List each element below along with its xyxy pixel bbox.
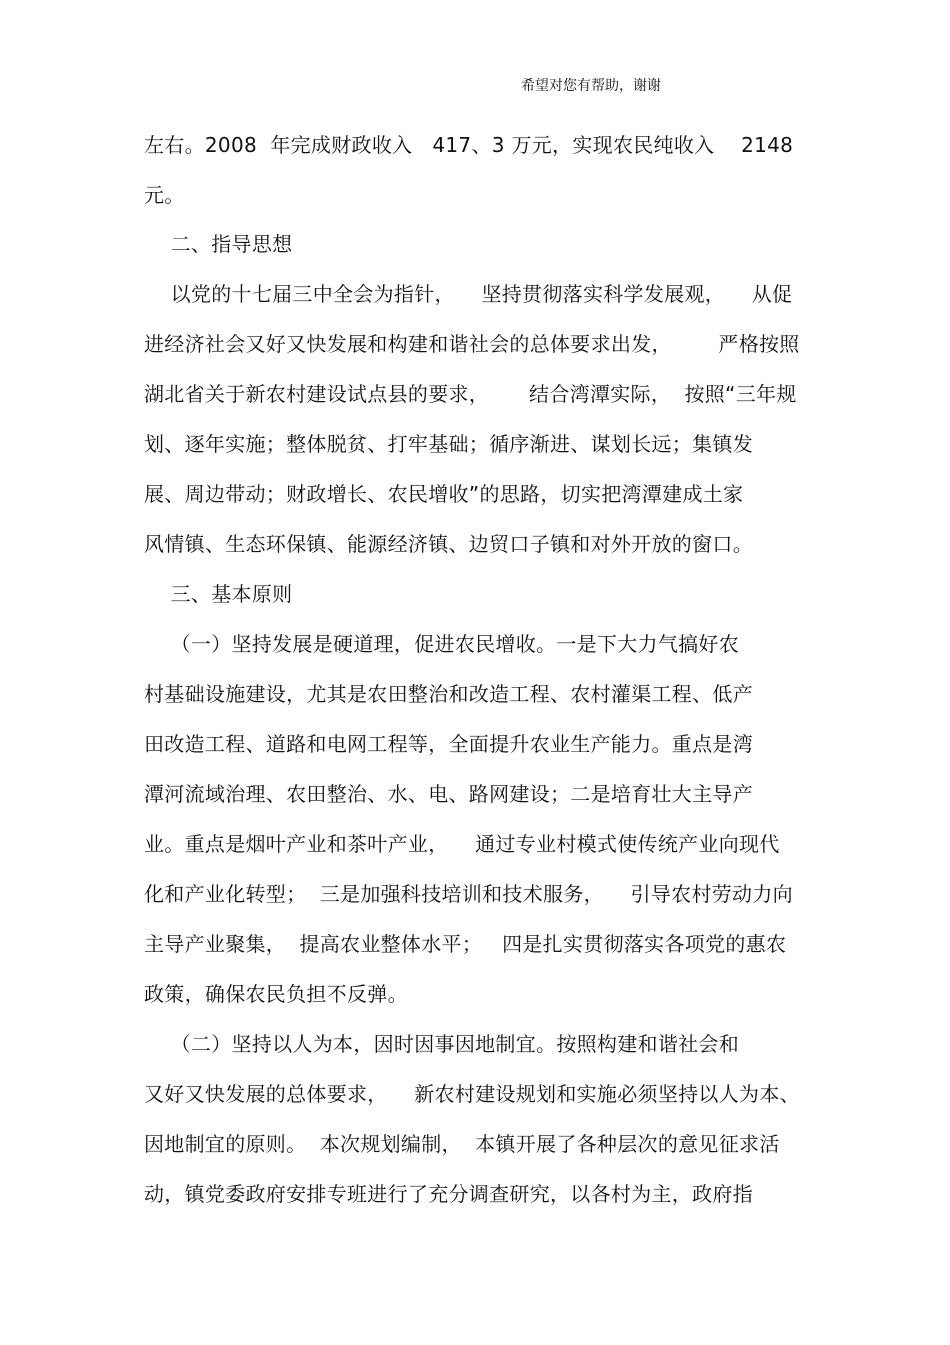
body-line: 潭河流域治理、农田整治、水、电、路网建设；二是培育壮大主导产 [144, 782, 753, 806]
body-line: 风情镇、生态环保镇、能源经济镇、边贸口子镇和对外开放的窗口。 [144, 532, 753, 556]
body-line: （一）坚持发展是硬道理，促进农民增收。一是下大力气搞好农 [144, 632, 740, 656]
section-heading: 二、指导思想 [144, 232, 293, 256]
body-line: （二）坚持以人为本，因时因事因地制宜。按照构建和谐社会和 [144, 1032, 740, 1056]
body-line: 划、逐年实施；整体脱贫、打牢基础；循序渐进、谋划长远；集镇发 [144, 432, 753, 456]
body-line: 元。 [144, 183, 185, 207]
body-line: 田改造工程、道路和电网工程等，全面提升农业生产能力。重点是湾 [144, 732, 753, 756]
header-note: 希望对您有帮助，谢谢 [521, 78, 661, 94]
section-heading: 三、基本原则 [144, 582, 293, 606]
body-line: 左右。2008 年完成财政收入 417、3 万元，实现农民纯收入 2148 [144, 133, 794, 157]
body-line: 政策，确保农民负担不反弹。 [144, 982, 408, 1006]
body-line: 又好又快发展的总体要求， 新农村建设规划和实施必须坚持以人为本、 [144, 1082, 800, 1106]
body-line: 村基础设施建设，尤其是农田整治和改造工程、农村灌渠工程、低产 [144, 682, 753, 706]
body-line: 化和产业化转型； 三是加强科技培训和技术服务， 引导农村劳动力向 [144, 882, 793, 906]
body-line: 展、周边带动；财政增长、农民增收”的思路，切实把湾潭建成土家 [144, 482, 744, 506]
body-line: 因地制宜的原则。 本次规划编制， 本镇开展了各种层次的意见征求活 [144, 1132, 780, 1156]
body-line: 湖北省关于新农村建设试点县的要求， 结合湾潭实际， 按照“三年规 [144, 382, 797, 406]
body-line: 主导产业聚集， 提高农业整体水平； 四是扎实贯彻落实各项党的惠农 [144, 932, 787, 956]
body-line: 动，镇党委政府安排专班进行了充分调查研究，以各村为主，政府指 [144, 1182, 753, 1206]
body-line: 以党的十七届三中全会为指针， 坚持贯彻落实科学发展观， 从促 [144, 282, 793, 306]
body-line: 进经济社会又好又快发展和构建和谐社会的总体要求出发， 严格按照 [144, 332, 800, 356]
body-line: 业。重点是烟叶产业和茶叶产业， 通过专业村模式使传统产业向现代 [144, 832, 780, 856]
